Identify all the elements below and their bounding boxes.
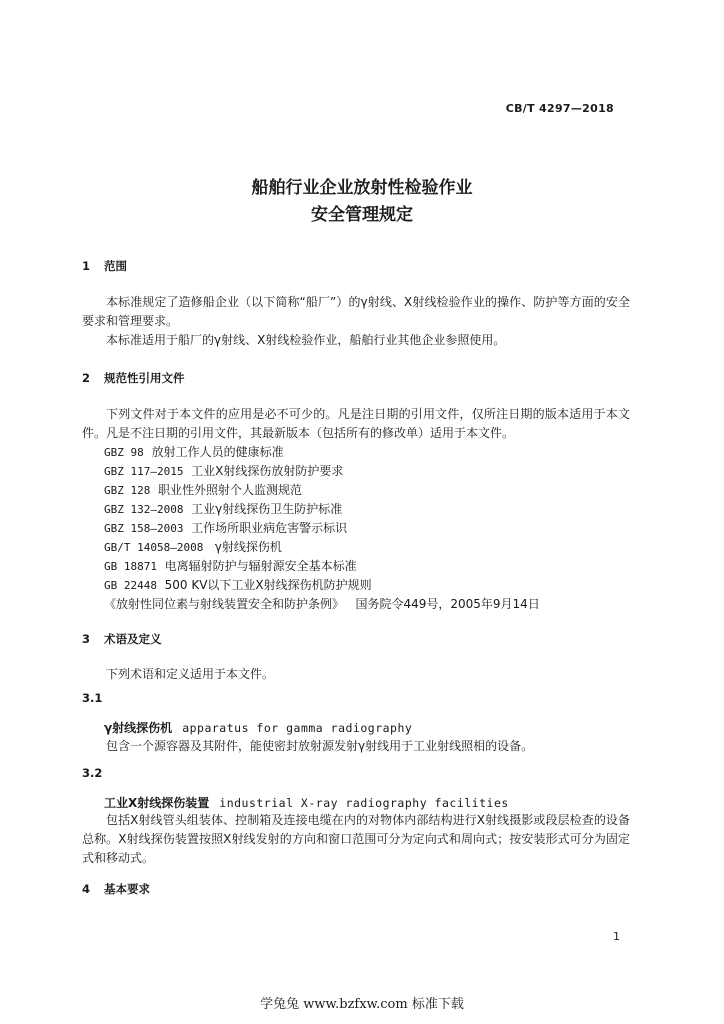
reference-item: GBZ 117—2015 工业X射线探伤放射防护要求: [104, 464, 344, 478]
section-2-heading: [82, 370, 185, 386]
reference-item: GB 18871 电离辐射防护与辐射源安全基本标准: [104, 559, 357, 573]
document-title-line1: 船舶行业企业放射性检验作业: [251, 178, 473, 198]
reference-item: GBZ 128 职业性外照射个人监测规范: [104, 483, 303, 497]
standard-number: CB/T 4297—2018: [505, 102, 614, 115]
section-1-heading: [82, 258, 127, 274]
reference-item: GBZ 98 放射工作人员的健康标准: [104, 445, 284, 459]
section-4-title: 基本要求: [104, 882, 150, 896]
section-1-paragraph-2: 本标准适用于船厂的γ射线、X射线检验作业，船舶行业其他企业参照使用。: [106, 333, 506, 347]
page-number: 1: [613, 930, 620, 943]
reference-item: GBZ 158—2003 工作场所职业病危害警示标识: [104, 521, 348, 535]
section-3-number: 3: [82, 632, 91, 646]
section-4-heading: [82, 881, 150, 897]
section-2-number: 2: [82, 371, 91, 385]
term-3-1-zh: γ射线探伤机: [104, 721, 173, 735]
term-3-2-en: industrial X-ray radiography facilities: [219, 796, 509, 810]
term-3-1-heading: [104, 719, 412, 736]
reference-item: GB 22448 500 KV以下工业X射线探伤机防护规则: [104, 578, 372, 592]
term-3-1-number: 3.1: [82, 691, 103, 705]
term-3-2-number: 3.2: [82, 766, 103, 780]
section-3-heading: [82, 631, 162, 647]
term-3-2-definition: 包括X射线管头组装体、控制箱及连接电缆在内的对物体内部结构进行X射线摄影或段层检查的设备总称。X射线探伤装置按照X射线发射的方向和窗口范围可分为定向式和周向式；按安装形式可分为固定式和移动式。: [82, 813, 630, 865]
section-4-number: 4: [82, 882, 91, 896]
section-1-number: 1: [82, 259, 91, 273]
footer-watermark-link[interactable]: 学兔兔 www.bzfxw.com 标准下载: [260, 997, 464, 1012]
document-title-line2: 安全管理规定: [311, 205, 413, 225]
reference-item: 《放射性同位素与射线装置安全和防护条例》 国务院令449号，2005年9月14日: [104, 597, 540, 611]
section-3-title: 术语及定义: [104, 632, 162, 646]
term-3-2-zh: 工业X射线探伤装置: [104, 796, 210, 810]
section-3-paragraph-1: 下列术语和定义适用于本文件。: [106, 667, 275, 681]
term-3-1-definition: 包含一个源容器及其附件，能使密封放射源发射γ射线用于工业射线照相的设备。: [106, 739, 534, 753]
section-2-paragraph-1: 下列文件对于本文件的应用是必不可少的。凡是注日期的引用文件，仅所注日期的版本适用于本文件。凡是不注日期的引用文件，其最新版本（包括所有的修改单）适用于本文件。: [82, 407, 630, 440]
section-2-title: 规范性引用文件: [104, 371, 185, 385]
reference-item: GBZ 132—2008 工业γ射线探伤卫生防护标准: [104, 502, 343, 516]
term-3-2-heading: [104, 794, 509, 811]
section-1-title: 范围: [104, 259, 127, 273]
term-3-1-en: apparatus for gamma radiography: [182, 721, 413, 735]
reference-item: GB/T 14058—2008 γ射线探伤机: [104, 540, 282, 554]
section-1-paragraph-1: 本标准规定了造修船企业（以下简称“船厂”）的γ射线、X射线检验作业的操作、防护等方面的安全要求和管理要求。: [82, 295, 630, 328]
